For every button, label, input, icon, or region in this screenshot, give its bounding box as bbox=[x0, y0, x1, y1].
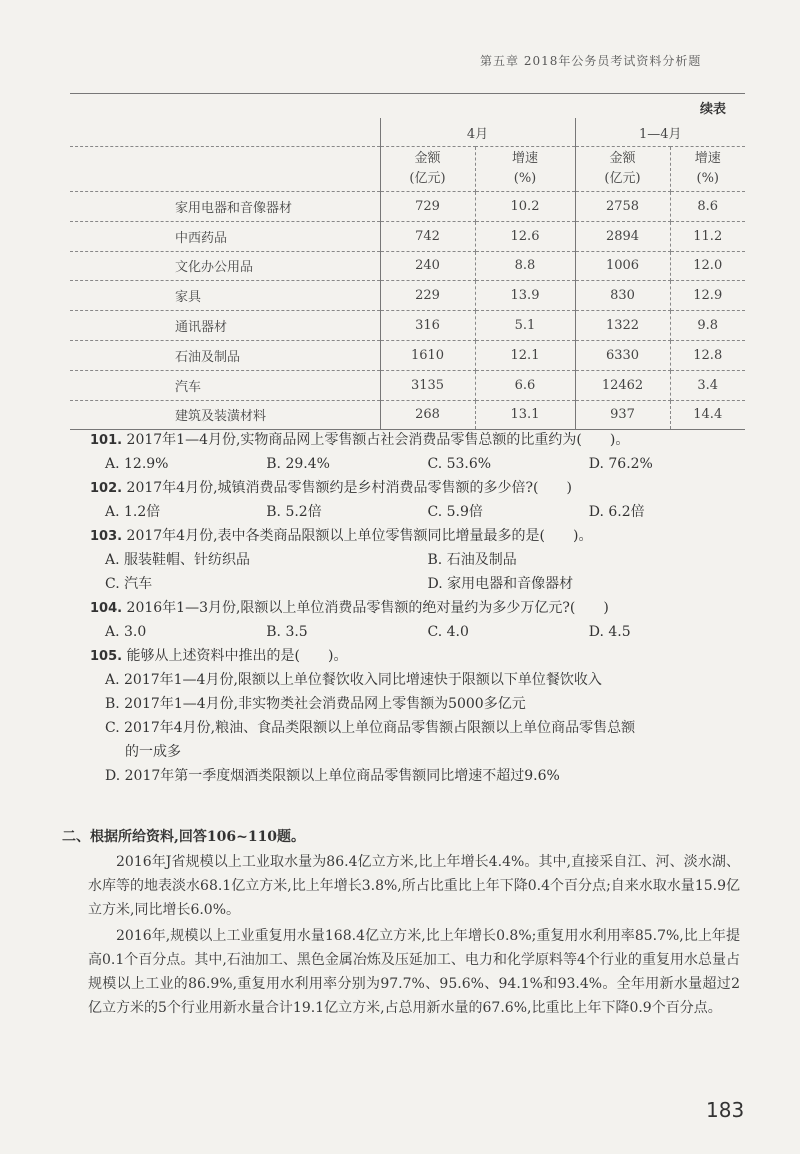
row-name: 建筑及装潢材料 bbox=[70, 400, 380, 430]
paragraph-2: 2016年,规模以上工业重复用水量168.4亿立方米,比上年增长0.8%;重复用水利用率85.7%,比上年提高0.1个百分点。其中,石油加工、黑色金属冶炼及压延加工、电力和化学原料等4个行业的重复用水总量占规模以上工业的86.9%,重复用水利用率分别为97.7%、95.6%、94.1%和93.4%。全年用新水量超过2亿立方米的5个行业用新水量合计19.1亿立方米,占总用新水量的67.6%,比重比上年下降0.9个百分点。 bbox=[88, 928, 740, 1016]
option-b: B. 3.5 bbox=[266, 624, 308, 640]
option-a: A. 12.9% bbox=[105, 456, 169, 472]
paragraph-1: 2016年J省规模以上工业取水量为86.4亿立方米,比上年增长4.4%。其中,直接采自江、河、淡水湖、水库等的地表淡水68.1亿立方米,比上年增长3.8%,所占比重比上年下降0.4个百分点;自来水取水量15.9亿立方米,同比增长6.0%。 bbox=[88, 854, 740, 918]
question-text: 2017年4月份,表中各类商品限额以上单位零售额同比增量最多的是( )。 bbox=[126, 528, 593, 544]
cell: 2894 bbox=[575, 221, 670, 251]
cell: 1006 bbox=[575, 251, 670, 281]
row-name: 通讯器材 bbox=[70, 311, 380, 341]
cell: 12.1 bbox=[475, 340, 575, 370]
sub-header-amount: 金额 (亿元) bbox=[575, 147, 670, 192]
table-row bbox=[70, 251, 745, 281]
cell: 742 bbox=[380, 221, 475, 251]
option-c: C. 5.9倍 bbox=[427, 504, 483, 520]
option-c: C. 4.0 bbox=[427, 624, 469, 640]
cell: 12.9 bbox=[670, 281, 745, 311]
cell: 13.9 bbox=[475, 281, 575, 311]
question-text: 能够从上述资料中推出的是( )。 bbox=[126, 648, 348, 664]
options-103-row2 bbox=[90, 572, 750, 596]
option-b: B. 2017年1—4月份,非实物类社会消费品网上零售额为5000多亿元 bbox=[105, 696, 526, 712]
cell: 12.6 bbox=[475, 221, 575, 251]
question-list bbox=[90, 428, 750, 788]
continued-label: 续表 bbox=[700, 102, 727, 117]
option-a: A. 1.2倍 bbox=[105, 504, 161, 520]
cell: 3.4 bbox=[670, 370, 745, 400]
cell: 11.2 bbox=[670, 221, 745, 251]
options-101 bbox=[90, 452, 750, 476]
cell: 316 bbox=[380, 311, 475, 341]
cell: 937 bbox=[575, 400, 670, 430]
cell: 8.6 bbox=[670, 192, 745, 222]
cell: 8.8 bbox=[475, 251, 575, 281]
row-name: 家用电器和音像器材 bbox=[70, 192, 380, 222]
question-number: 105. bbox=[90, 649, 123, 664]
question-104 bbox=[90, 596, 750, 620]
option-a: A. 2017年1—4月份,限额以上单位餐饮收入同比增速快于限额以下单位餐饮收入 bbox=[105, 672, 602, 688]
table-corner-cell bbox=[70, 147, 380, 192]
question-number: 102. bbox=[90, 481, 123, 496]
cell: 5.1 bbox=[475, 311, 575, 341]
sub-header-growth: 增速 (%) bbox=[475, 147, 575, 192]
question-105 bbox=[90, 644, 750, 668]
table-row bbox=[70, 340, 745, 370]
option-a: A. 服装鞋帽、针纺织品 bbox=[105, 552, 251, 568]
group-header-april: 4月 bbox=[380, 118, 575, 147]
cell: 12462 bbox=[575, 370, 670, 400]
page-number: 183 bbox=[706, 1098, 745, 1122]
sub-header-growth: 增速 (%) bbox=[670, 147, 745, 192]
table-sub-header-row bbox=[70, 147, 745, 192]
table-row bbox=[70, 281, 745, 311]
table-group-header-row bbox=[70, 118, 745, 147]
cell: 6330 bbox=[575, 340, 670, 370]
cell: 10.2 bbox=[475, 192, 575, 222]
retail-table bbox=[70, 118, 745, 430]
cell: 1322 bbox=[575, 311, 670, 341]
question-101 bbox=[90, 428, 750, 452]
cell: 268 bbox=[380, 400, 475, 430]
question-text: 2017年1—4月份,实物商品网上零售额占社会消费品零售总额的比重约为( )。 bbox=[126, 432, 630, 448]
option-c: C. 2017年4月份,粮油、食品类限额以上单位商品零售额占限额以上单位商品零售总额 bbox=[105, 720, 636, 736]
cell: 240 bbox=[380, 251, 475, 281]
question-number: 103. bbox=[90, 529, 123, 544]
header-rule bbox=[70, 93, 745, 94]
option-a: A. 3.0 bbox=[105, 624, 147, 640]
option-c-continued: 的一成多 bbox=[125, 744, 181, 760]
option-c: C. 汽车 bbox=[105, 576, 153, 592]
cell: 6.6 bbox=[475, 370, 575, 400]
option-b: B. 石油及制品 bbox=[427, 552, 517, 568]
cell: 2758 bbox=[575, 192, 670, 222]
sub-header-amount: 金额 (亿元) bbox=[380, 147, 475, 192]
running-header: 第五章 2018年公务员考试资料分析题 bbox=[480, 54, 702, 68]
row-name: 家具 bbox=[70, 281, 380, 311]
option-b: B. 5.2倍 bbox=[266, 504, 322, 520]
cell: 830 bbox=[575, 281, 670, 311]
question-text: 2016年1—3月份,限额以上单位消费品零售额的绝对量约为多少万亿元?( ) bbox=[126, 600, 609, 616]
question-103 bbox=[90, 524, 750, 548]
table-corner-cell bbox=[70, 118, 380, 147]
option-d: D. 76.2% bbox=[588, 456, 653, 472]
option-b: B. 29.4% bbox=[266, 456, 330, 472]
cell: 13.1 bbox=[475, 400, 575, 430]
question-102 bbox=[90, 476, 750, 500]
row-name: 文化办公用品 bbox=[70, 251, 380, 281]
cell: 1610 bbox=[380, 340, 475, 370]
table-row bbox=[70, 400, 745, 430]
section-title: 二、根据所给资料,回答106~110题。 bbox=[62, 829, 306, 845]
option-d: D. 6.2倍 bbox=[588, 504, 645, 520]
row-name: 汽车 bbox=[70, 370, 380, 400]
question-number: 104. bbox=[90, 601, 123, 616]
options-103-row1 bbox=[90, 548, 750, 572]
option-d: D. 家用电器和音像器材 bbox=[427, 576, 574, 592]
row-name: 石油及制品 bbox=[70, 340, 380, 370]
question-number: 101. bbox=[90, 433, 123, 448]
option-d: D. 4.5 bbox=[588, 624, 631, 640]
options-102 bbox=[90, 500, 750, 524]
cell: 3135 bbox=[380, 370, 475, 400]
cell: 12.0 bbox=[670, 251, 745, 281]
table-row bbox=[70, 221, 745, 251]
table-row bbox=[70, 370, 745, 400]
table-row bbox=[70, 192, 745, 222]
row-name: 中西药品 bbox=[70, 221, 380, 251]
cell: 229 bbox=[380, 281, 475, 311]
cell: 729 bbox=[380, 192, 475, 222]
question-text: 2017年4月份,城镇消费品零售额约是乡村消费品零售额的多少倍?( ) bbox=[126, 480, 572, 496]
table-row bbox=[70, 311, 745, 341]
option-d: D. 2017年第一季度烟酒类限额以上单位商品零售额同比增速不超过9.6% bbox=[105, 768, 560, 784]
cell: 12.8 bbox=[670, 340, 745, 370]
option-c: C. 53.6% bbox=[427, 456, 492, 472]
options-104 bbox=[90, 620, 750, 644]
group-header-jan-apr: 1—4月 bbox=[575, 118, 745, 147]
cell: 9.8 bbox=[670, 311, 745, 341]
cell: 14.4 bbox=[670, 400, 745, 430]
